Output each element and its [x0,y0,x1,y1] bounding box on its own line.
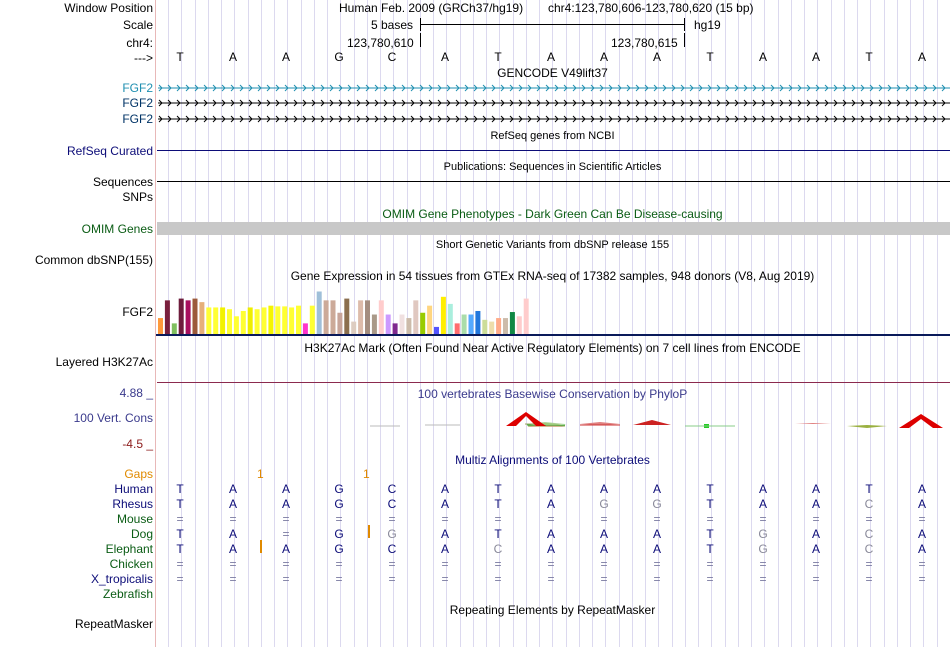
aligned-base: = [918,557,926,571]
gtex-bar[interactable] [400,315,405,334]
aligned-base: T [176,497,184,511]
phylop-track-title: 100 vertebrates Basewise Conservation by PhyloP [417,387,688,401]
h3k27ac-baseline [157,382,950,383]
aligned-base: T [706,482,714,496]
aligned-base: A [811,527,820,541]
aligned-base: G [758,527,768,541]
aligned-base: = [759,512,767,526]
phylop-peak-14 [795,423,831,424]
aligned-base: = [335,512,343,526]
aligned-base: A [917,482,926,496]
gtex-bar[interactable] [296,306,301,334]
gtex-bar[interactable] [255,309,260,334]
phylop-peak-16 [899,414,943,428]
aligned-base: T [706,497,714,511]
aligned-base: A [917,542,926,556]
aligned-base: A [228,497,237,511]
aligned-base: = [547,572,555,586]
aligned-base: = [176,512,184,526]
coord-left-tick [420,33,421,47]
aligned-base: = [812,572,820,586]
aligned-base: = [441,512,449,526]
aligned-base: = [918,572,926,586]
aligned-base: = [865,512,873,526]
aligned-base: A [228,527,237,541]
aligned-base: = [547,512,555,526]
gtex-bar[interactable] [365,300,370,334]
chrom-label: chr4: [126,36,153,50]
gap-mark-2: 1 [363,467,370,481]
window-position-label: Window Position [64,1,153,15]
gtex-bar[interactable] [503,318,508,334]
gtex-bar[interactable] [413,300,418,334]
gtex-bar[interactable] [206,307,211,334]
gap-mark-1: 1 [257,467,264,481]
omim-feature[interactable] [157,222,950,235]
aligned-base: A [917,497,926,511]
multiz-track-title: Multiz Alignments of 100 Vertebrates [455,453,650,467]
phylop-min: -4.5 _ [122,437,153,451]
aligned-base: = [229,512,237,526]
gtex-bar[interactable] [448,304,453,334]
gtex-bar[interactable] [358,300,363,334]
phylop-baseline [370,425,460,426]
gtex-bar[interactable] [241,311,246,334]
aligned-base: A [599,542,608,556]
aligned-base: = [600,557,608,571]
gtex-bar[interactable] [524,299,529,334]
gtex-bar[interactable] [489,322,494,334]
aligned-base: A [811,542,820,556]
aligned-base: = [282,557,290,571]
aligned-base: T [494,497,502,511]
aligned-base: = [282,527,290,541]
gtex-bar[interactable] [517,316,522,334]
insert-mark-dog [368,525,370,538]
gtex-bar[interactable] [510,312,515,334]
aligned-base: = [388,512,396,526]
gtex-bar[interactable] [227,309,232,334]
gtex-bar[interactable] [324,300,329,334]
gene-models[interactable] [155,80,950,128]
gtex-bar[interactable] [289,307,294,334]
gtex-bar[interactable] [234,316,239,334]
sequence-base: A [652,50,661,64]
gtex-label[interactable]: FGF2 [122,305,153,319]
sequence-base: C [387,50,397,64]
gtex-bar[interactable] [455,323,460,334]
species-label[interactable]: Zebrafish [102,587,153,601]
gtex-bar[interactable] [344,299,349,334]
aligned-base: = [176,572,184,586]
refseq-label[interactable]: RefSeq Curated [66,144,153,158]
species-label[interactable]: Human [114,482,153,496]
aligned-base: T [176,527,184,541]
aligned-base: A [811,497,820,511]
aligned-base: = [388,572,396,586]
gtex-bar-chart[interactable] [155,282,950,338]
gtex-bar[interactable] [275,306,280,334]
gene-label-3[interactable]: FGF2 [122,112,153,126]
gtex-bar[interactable] [172,323,177,334]
aligned-base: = [706,572,714,586]
aligned-base: = [706,512,714,526]
aligned-base: A [758,482,767,496]
aligned-base: = [653,512,661,526]
aligned-base: = [494,572,502,586]
aligned-base: A [652,542,661,556]
sequence-base: A [758,50,767,64]
aligned-base: A [546,497,555,511]
aligned-base: A [546,482,555,496]
aligned-base: = [441,572,449,586]
aligned-base: A [281,542,290,556]
aligned-base: A [758,497,767,511]
aligned-base: = [600,572,608,586]
h3k27ac-label[interactable]: Layered H3K27Ac [55,355,153,369]
gtex-bar[interactable] [220,307,225,334]
scale-text: 5 bases [371,18,414,32]
dbsnp-track-title: Short Genetic Variants from dbSNP release 155 [435,239,670,251]
gene-label-2[interactable]: FGF2 [122,96,153,110]
gtex-bar[interactable] [193,299,198,334]
publications-track-title: Publications: Sequences in Scientific Articles [443,161,662,173]
sequence-base: T [494,50,502,64]
label-column-divider [155,0,156,647]
gtex-bar[interactable] [475,311,480,334]
gtex-bar[interactable] [158,318,163,334]
aligned-base: C [387,497,397,511]
sequence-base: A [440,50,449,64]
omim-label[interactable]: OMIM Genes [81,222,153,236]
aligned-base: = [282,512,290,526]
aligned-base: A [281,482,290,496]
coord-right: 123,780,615 [611,36,678,50]
dbsnp-label[interactable]: Common dbSNP(155) [34,253,153,267]
snps-label[interactable]: SNPs [122,190,153,204]
aligned-base: G [758,542,768,556]
aligned-base: A [652,527,661,541]
aligned-base: = [600,512,608,526]
aligned-base: C [493,542,503,556]
assembly-title: Human Feb. 2009 (GRCh37/hg19) [339,1,524,15]
gtex-bar[interactable] [317,292,322,335]
aligned-base: = [759,557,767,571]
insert-mark-elephant [260,540,262,553]
aligned-base: T [706,527,714,541]
phylop-label[interactable]: 100 Vert. Cons [73,411,153,425]
aligned-base: = [494,512,502,526]
gtex-bar[interactable] [337,313,342,334]
gtex-bar[interactable] [386,315,391,334]
aligned-base: A [811,482,820,496]
gtex-baseline [155,334,950,336]
gtex-bar[interactable] [496,318,501,334]
aligned-base: G [334,497,344,511]
gtex-bar[interactable] [310,306,315,334]
sequence-base: A [546,50,555,64]
gtex-bar[interactable] [427,306,432,334]
aligned-base: A [440,527,449,541]
aligned-base: G [599,497,609,511]
aligned-base: T [176,542,184,556]
sequence-base: T [176,50,184,64]
aligned-base: C [864,497,874,511]
gtex-bar[interactable] [268,306,273,334]
aligned-base: = [388,557,396,571]
repeatmasker-track-title: Repeating Elements by RepeatMasker [449,603,656,617]
aligned-base: C [387,482,397,496]
aligned-base: A [599,482,608,496]
omim-track-title: OMIM Gene Phenotypes - Dark Green Can Be Disease-causing [382,207,723,221]
gtex-bar[interactable] [393,323,398,334]
aligned-base: T [865,482,873,496]
aligned-base: T [706,542,714,556]
phylop-peak-15 [847,425,887,428]
coord-left: 123,780,610 [347,36,414,50]
aligned-base: = [918,512,926,526]
aligned-base: A [281,497,290,511]
aligned-base: A [546,527,555,541]
aligned-base: = [335,557,343,571]
aligned-base: A [599,527,608,541]
gtex-bar[interactable] [434,327,439,334]
aligned-base: G [334,542,344,556]
sequence-base: T [865,50,873,64]
gtex-bar[interactable] [179,299,184,334]
aligned-base: = [441,557,449,571]
sequence-base: A [917,50,926,64]
sequence-base: A [811,50,820,64]
species-label[interactable]: Elephant [105,542,153,556]
phylop-max: 4.88 _ [119,386,153,400]
scale-bar [420,24,684,25]
coord-right-tick [684,33,685,47]
repeatmasker-label[interactable]: RepeatMasker [74,617,153,631]
strand-label: ---> [134,51,153,65]
aligned-base: C [387,542,397,556]
aligned-base: = [282,572,290,586]
aligned-base: T [494,527,502,541]
gtex-bar[interactable] [186,300,191,334]
aligned-base: G [334,527,344,541]
gtex-bar[interactable] [282,306,287,334]
aligned-base: A [440,482,449,496]
gtex-bar[interactable] [165,300,170,334]
publications-feature-line[interactable] [157,181,950,182]
species-label[interactable]: X_tropicalis [90,572,153,586]
gaps-label: Gaps [124,467,153,481]
gencode-track-title: GENCODE V49lift37 [497,66,608,80]
aligned-base: A [440,542,449,556]
aligned-base: = [653,572,661,586]
gtex-bar[interactable] [482,320,487,334]
aligned-base: G [387,527,397,541]
sequence-base: G [334,50,344,64]
aligned-base: = [865,557,873,571]
species-label[interactable]: Mouse [116,512,153,526]
gtex-bar[interactable] [441,297,446,334]
scale-bar-right-tick [684,18,685,31]
aligned-base: C [864,527,874,541]
position-text: chr4:123,780,606-123,780,620 (15 bp) [548,1,754,15]
species-label[interactable]: Dog [130,527,153,541]
refseq-feature-line[interactable] [157,150,950,151]
species-label[interactable]: Chicken [109,557,153,571]
sequences-label[interactable]: Sequences [92,175,153,189]
aligned-base: G [652,497,662,511]
aligned-base: = [176,557,184,571]
aligned-base: = [229,557,237,571]
aligned-base: = [865,572,873,586]
gtex-bar[interactable] [248,307,253,334]
sequence-base: T [706,50,714,64]
aligned-base: A [228,482,237,496]
aligned-base: T [494,482,502,496]
aligned-base: G [334,482,344,496]
gtex-bar[interactable] [469,315,474,334]
sequence-base: A [281,50,290,64]
gtex-bar[interactable] [351,322,356,334]
sequence-base: A [599,50,608,64]
gtex-bar[interactable] [406,318,411,334]
gtex-bar[interactable] [331,300,336,334]
sequence-base: A [228,50,237,64]
aligned-base: C [864,542,874,556]
scale-db: hg19 [694,18,721,32]
aligned-base: = [812,557,820,571]
scale-label: Scale [122,18,153,32]
aligned-base: T [176,482,184,496]
aligned-base: A [546,542,555,556]
gtex-bar[interactable] [379,300,384,334]
aligned-base: = [759,572,767,586]
gtex-bar[interactable] [372,315,377,334]
gtex-bar[interactable] [303,323,308,334]
gtex-bar[interactable] [213,307,218,334]
gtex-track-title: Gene Expression in 54 tissues from GTEx RNA-seq of 17382 samples, 948 donors (V8, Aug 2019) [290,269,815,283]
aligned-base: = [547,557,555,571]
phylop-plot[interactable] [155,405,950,435]
gtex-bar[interactable] [462,315,467,334]
aligned-base: A [228,542,237,556]
h3k27ac-track-title: H3K27Ac Mark (Often Found Near Active Regulatory Elements) on 7 cell lines from ENCODE [304,341,801,355]
gene-label-1[interactable]: FGF2 [122,81,153,95]
aligned-base: = [335,572,343,586]
aligned-base: A [652,482,661,496]
aligned-base: = [494,557,502,571]
aligned-base: A [917,527,926,541]
aligned-base: = [653,557,661,571]
gtex-bar[interactable] [420,313,425,334]
gtex-bar[interactable] [199,302,204,334]
gtex-bar[interactable] [262,307,267,334]
aligned-base: = [706,557,714,571]
phylop-peak-11 [633,420,671,425]
refseq-track-title: RefSeq genes from NCBI [490,130,615,142]
aligned-base: A [440,497,449,511]
aligned-base: = [229,572,237,586]
species-label[interactable]: Rhesus [112,497,153,511]
scale-bar-left-tick [420,18,421,31]
aligned-base: = [812,512,820,526]
